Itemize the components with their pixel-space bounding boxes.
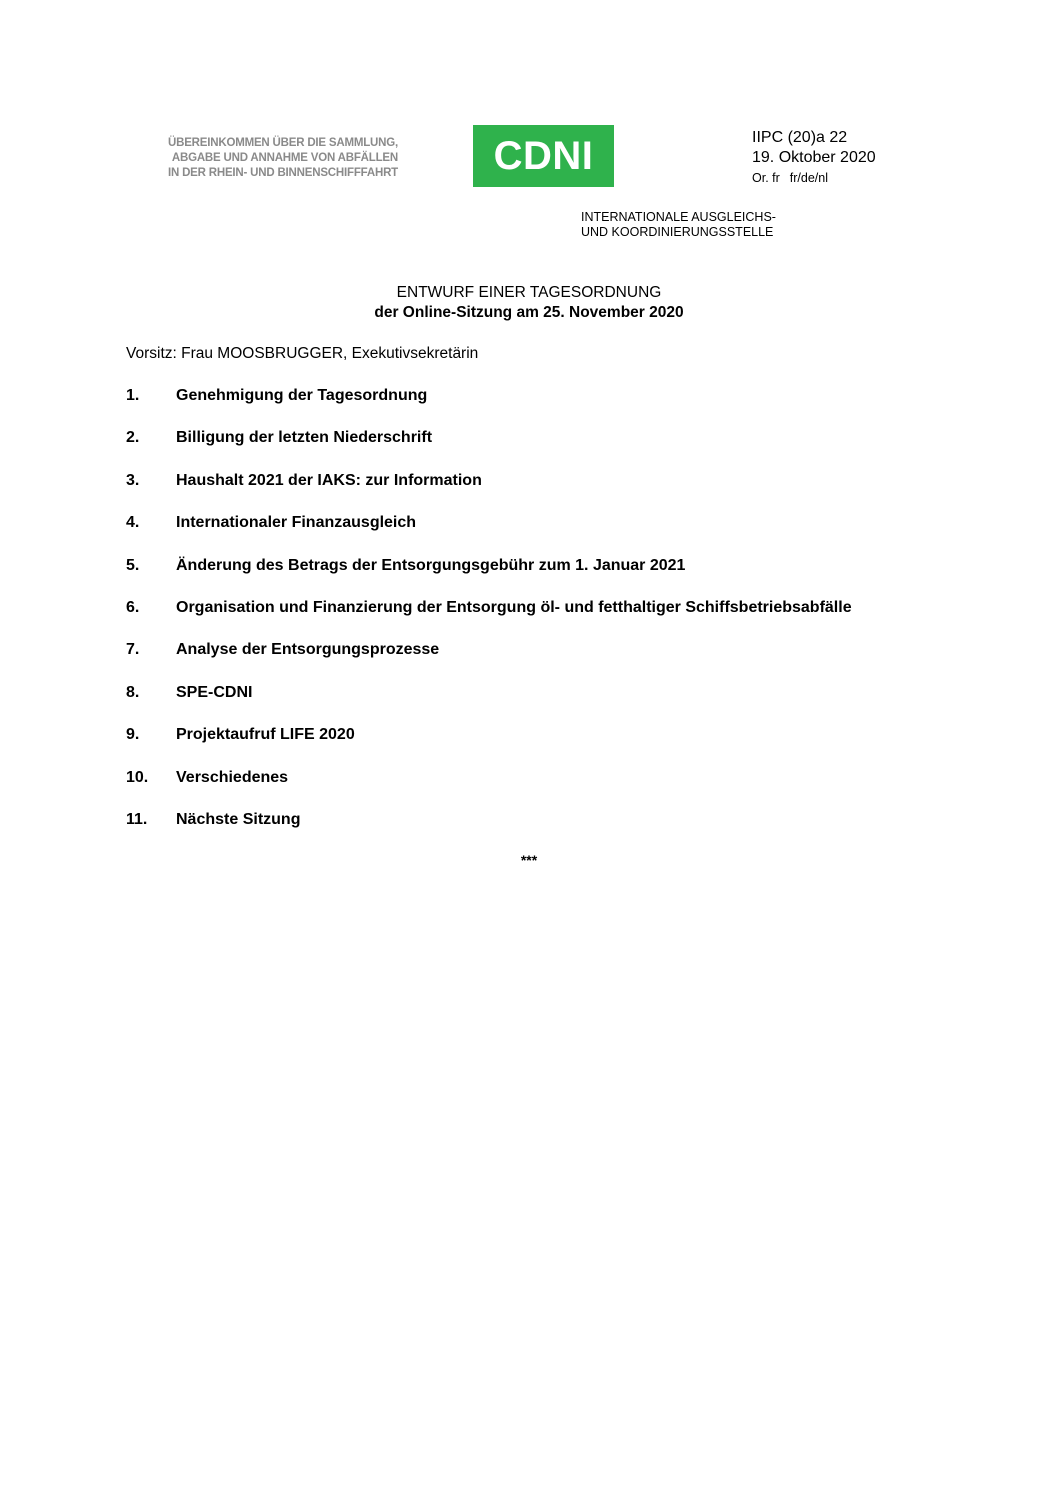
page-title: ENTWURF EINER TAGESORDNUNG: [396, 284, 662, 301]
agenda-item-text: Projektaufruf LIFE 2020: [176, 726, 355, 744]
agenda-item-text: Genehmigung der Tagesordnung: [176, 387, 428, 404]
agenda-item: [126, 809, 1006, 851]
agenda-item-number: 1.: [126, 387, 140, 404]
agenda-item-number: 11.: [126, 810, 148, 828]
agenda-item-text: SPE-CDNI: [176, 683, 253, 701]
agenda-item-number: 10.: [126, 768, 149, 786]
original-language: Or. fr: [752, 171, 780, 185]
language-info: [752, 168, 876, 188]
agenda-item-number: 5.: [126, 556, 140, 574]
agenda-item: [126, 767, 1006, 809]
agenda-item: [126, 385, 1006, 427]
document-reference-block: [752, 128, 876, 188]
agenda-item-text: Änderung des Betrags der Entsorgungsgebühr zum 1. Januar 2021: [176, 556, 686, 574]
page-subtitle: der Online-Sitzung am 25. November 2020: [374, 304, 684, 321]
agenda-item: [126, 427, 1006, 469]
agenda-item-text: Analyse der Entsorgungsprozesse: [176, 641, 440, 659]
reference-number: IIPC (20)a 22: [752, 129, 848, 146]
chair-line: Vorsitz: Frau MOOSBRUGGER, Exekutivsekretärin: [126, 345, 479, 362]
office-line: UND KOORDINIERUNGSSTELLE: [581, 225, 774, 239]
agenda-item-number: 4.: [126, 514, 140, 532]
agenda-item-text: Nächste Sitzung: [176, 810, 301, 828]
agenda-item: [126, 639, 1006, 681]
document-date: 19. Oktober 2020: [752, 149, 876, 166]
convention-line: IN DER RHEIN- UND BINNENSCHIFFFAHRT: [167, 167, 398, 179]
agenda-item-number: 6.: [126, 598, 140, 616]
cdni-logo: CDNI: [473, 125, 614, 187]
agenda-item-number: 2.: [126, 429, 140, 447]
agenda-heading: [0, 283, 1058, 323]
office-name: [581, 210, 776, 240]
languages: fr/de/nl: [789, 171, 828, 185]
office-line: INTERNATIONALE AUSGLEICHS-: [581, 210, 776, 224]
convention-title: [128, 136, 398, 181]
agenda-item-number: 9.: [126, 726, 140, 744]
agenda-item-number: 3.: [126, 471, 140, 489]
agenda-list: [126, 385, 1006, 851]
agenda-item-number: 8.: [126, 683, 140, 701]
agenda-item: [126, 512, 1006, 554]
agenda-item: [126, 682, 1006, 724]
agenda-item: [126, 470, 1006, 512]
agenda-item-number: 7.: [126, 641, 140, 659]
agenda-item: [126, 597, 1006, 639]
agenda-item: [126, 724, 1006, 766]
agenda-item-text: Haushalt 2021 der IAKS: zur Information: [176, 471, 482, 489]
agenda-item-text: Billigung der letzten Niederschrift: [176, 429, 433, 447]
agenda-item-text: Internationaler Finanzausgleich: [176, 514, 417, 532]
convention-line: ÜBEREINKOMMEN ÜBER DIE SAMMLUNG,: [168, 137, 398, 149]
agenda-item: [126, 555, 1006, 597]
convention-line: ABGABE UND ANNAHME VON ABFÄLLEN: [171, 152, 398, 164]
agenda-item-text: Organisation und Finanzierung der Entsorgung öl- und fetthaltiger Schiffsbetriebsabfälle: [176, 598, 852, 616]
end-of-document-mark: ***: [520, 852, 538, 868]
agenda-item-text: Verschiedenes: [176, 768, 289, 786]
